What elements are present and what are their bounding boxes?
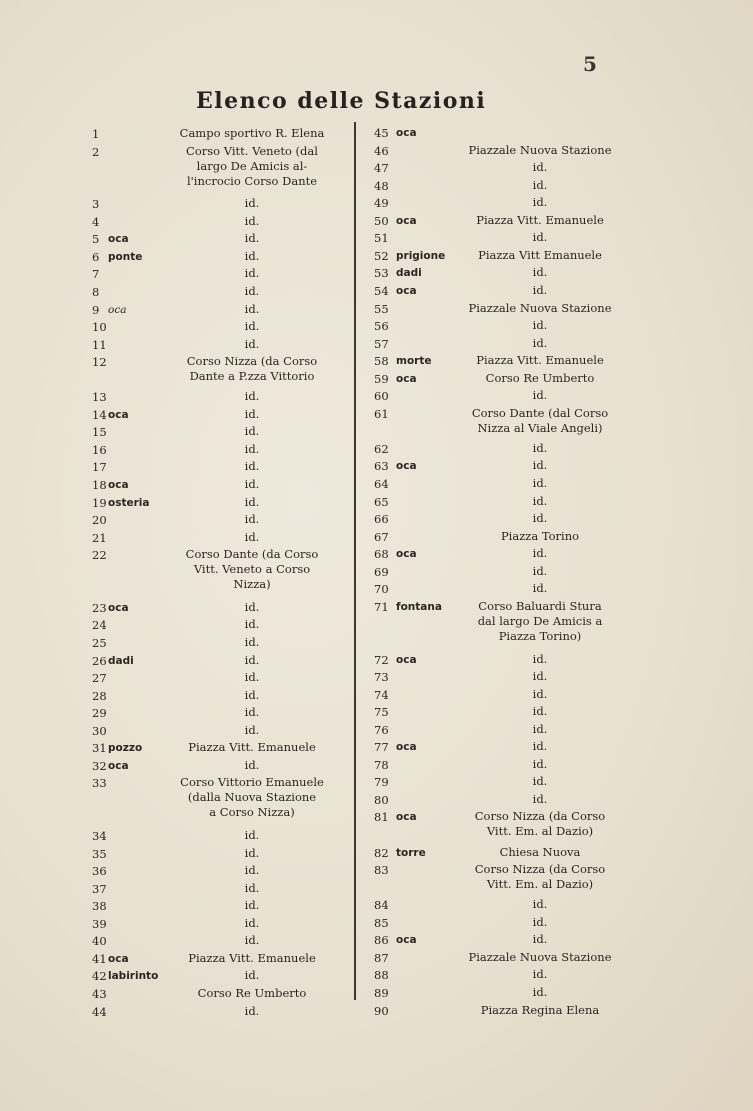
- station-number: 82: [374, 845, 389, 860]
- station-row: [0, 828, 753, 844]
- station-row: [0, 985, 753, 1001]
- station-location: id.: [532, 458, 548, 473]
- station-number: 18: [92, 478, 107, 492]
- station-number: 22: [92, 548, 107, 563]
- station-number: 47: [374, 161, 389, 176]
- station-keyword: oca: [396, 127, 417, 139]
- station-number: 66: [374, 512, 389, 527]
- station-row: [0, 213, 753, 229]
- station-number: 78: [374, 757, 389, 772]
- station-number: 74: [374, 687, 389, 702]
- station-keyword: dadi: [396, 267, 422, 280]
- station-number: 80: [374, 792, 389, 807]
- station-row: [0, 546, 753, 562]
- station-row: [0, 704, 753, 720]
- station-location: id.: [244, 863, 260, 878]
- station-location: id.: [532, 932, 548, 947]
- station-number: 28: [92, 688, 107, 703]
- station-row: [0, 1003, 753, 1019]
- station-number: 51: [374, 231, 389, 246]
- station-location: id.: [532, 318, 548, 333]
- station-location: Corso Nizza (da Corso Vitt. Em. al Dazio): [474, 862, 606, 892]
- station-number: 41: [92, 951, 107, 966]
- station-number: 42: [92, 969, 107, 984]
- station-location: Corso Nizza (da Corso Dante a P.zza Vittorio: [186, 354, 318, 384]
- station-keyword: oca: [396, 372, 417, 385]
- station-row: [0, 301, 753, 317]
- station-location: id.: [532, 669, 548, 684]
- station-number: 26: [92, 653, 107, 668]
- station-number: 85: [374, 915, 389, 930]
- station-location: Piazza Vitt. Emanuele: [476, 212, 604, 227]
- station-location: id.: [244, 301, 260, 316]
- station-location: id.: [244, 213, 260, 228]
- station-number: 44: [92, 1004, 107, 1019]
- station-location: id.: [244, 319, 260, 334]
- station-row: [0, 669, 753, 685]
- station-location: Corso Re Umberto: [197, 985, 307, 1000]
- station-location: id.: [532, 440, 548, 455]
- station-location: id.: [244, 705, 260, 720]
- station-number: 6: [92, 249, 100, 264]
- station-location: id.: [532, 756, 548, 771]
- station-number: 64: [374, 477, 389, 491]
- station-number: 39: [92, 916, 107, 931]
- station-keyword: oca: [108, 479, 129, 491]
- station-number: 45: [374, 126, 389, 140]
- station-location: id.: [244, 828, 260, 842]
- station-location: Corso Vittorio Emanuele (dalla Nuova Stazione a Corso Nizza): [180, 775, 324, 820]
- station-number: 36: [92, 864, 107, 879]
- station-number: 24: [92, 618, 107, 633]
- station-number: 84: [374, 898, 389, 913]
- station-location: Piazzale Nuova Stazione: [468, 949, 612, 964]
- station-number: 27: [92, 671, 107, 686]
- station-location: id.: [244, 898, 260, 913]
- station-number: 34: [92, 829, 107, 843]
- station-keyword: morte: [396, 355, 432, 368]
- station-number: 30: [92, 723, 107, 738]
- station-row: [0, 143, 753, 159]
- station-location: id.: [244, 757, 260, 772]
- station-row: [0, 476, 753, 492]
- station-keyword: oca: [396, 653, 417, 666]
- station-number: 3: [92, 197, 100, 212]
- station-row: [0, 739, 753, 755]
- station-location: id.: [532, 967, 548, 982]
- station-number: 19: [92, 495, 107, 510]
- station-location: id.: [532, 160, 548, 175]
- station-location: id.: [532, 476, 548, 490]
- station-location: id.: [532, 739, 548, 754]
- station-row: [0, 722, 753, 738]
- station-location: id.: [244, 283, 260, 298]
- station-number: 54: [374, 283, 389, 298]
- station-keyword: oca: [396, 460, 417, 473]
- station-location: Piazza Vitt. Emanuele: [188, 740, 316, 755]
- station-location: id.: [532, 791, 548, 806]
- station-location: id.: [244, 880, 260, 895]
- station-row: [0, 635, 753, 651]
- station-location: id.: [244, 424, 260, 439]
- station-location: id.: [244, 933, 260, 948]
- station-row: [0, 564, 753, 580]
- station-location: Campo sportivo R. Elena: [179, 126, 325, 140]
- station-keyword: oca: [396, 934, 417, 947]
- station-keyword: oca: [108, 601, 129, 614]
- station-location: Corso Nizza (da Corso Vitt. Em. al Dazio): [474, 809, 606, 839]
- station-row: [0, 336, 753, 352]
- station-location: id.: [244, 389, 260, 404]
- station-row: [0, 424, 753, 440]
- station-location: Piazzale Nuova Stazione: [468, 142, 612, 157]
- station-location: id.: [244, 1003, 260, 1018]
- station-row: [0, 388, 753, 404]
- station-row: [0, 195, 753, 211]
- station-number: 81: [374, 810, 389, 825]
- station-keyword: oca: [108, 408, 129, 421]
- station-number: 87: [374, 950, 389, 965]
- station-number: 86: [374, 933, 389, 948]
- station-location: Piazza Regina Elena: [480, 1002, 600, 1017]
- page-title: Elenco delle Stazioni: [196, 88, 487, 114]
- station-location: id.: [532, 984, 548, 999]
- station-location: id.: [244, 599, 260, 614]
- station-keyword: oca: [108, 233, 129, 246]
- station-location: id.: [532, 282, 548, 297]
- station-number: 61: [374, 406, 389, 421]
- station-location: id.: [532, 897, 548, 912]
- station-location: Corso Baluardi Stura dal largo De Amicis a Piazza Torino): [477, 598, 603, 643]
- station-number: 25: [92, 635, 107, 650]
- station-row: [0, 265, 753, 281]
- station-number: 53: [374, 266, 389, 281]
- station-number: 63: [374, 459, 389, 474]
- station-row: [0, 441, 753, 457]
- station-row: [0, 617, 753, 633]
- station-number: 15: [92, 425, 107, 440]
- station-keyword: labirinto: [108, 970, 159, 983]
- station-keyword: oca: [108, 759, 129, 772]
- station-number: 7: [92, 267, 100, 282]
- station-number: 16: [92, 442, 107, 457]
- station-location: id.: [244, 248, 260, 263]
- station-keyword: dadi: [108, 654, 134, 667]
- station-location: id.: [532, 493, 548, 508]
- station-location: id.: [244, 336, 260, 351]
- station-location: id.: [244, 722, 260, 737]
- station-location: id.: [532, 511, 548, 526]
- station-number: 9: [92, 302, 100, 317]
- station-location: id.: [532, 704, 548, 719]
- station-location: id.: [244, 266, 260, 281]
- station-number: 73: [374, 670, 389, 685]
- station-number: 33: [92, 776, 107, 791]
- station-row: [0, 932, 753, 948]
- station-location: id.: [244, 670, 260, 685]
- station-number: 1: [92, 127, 100, 141]
- station-location: id.: [532, 914, 548, 929]
- station-row: [0, 915, 753, 931]
- station-location: id.: [532, 774, 548, 789]
- station-keyword: pozzo: [108, 742, 143, 755]
- station-location: id.: [532, 195, 548, 210]
- station-number: 48: [374, 178, 389, 193]
- station-location: Corso Dante (dal Corso Nizza al Viale Angeli): [471, 405, 609, 435]
- station-location: Piazza Vitt Emanuele: [478, 247, 602, 262]
- station-number: 83: [374, 863, 389, 878]
- station-location: id.: [244, 529, 260, 544]
- station-number: 4: [92, 214, 100, 229]
- station-row: [0, 230, 753, 246]
- station-location: id.: [532, 388, 548, 403]
- station-row: [0, 248, 753, 264]
- station-keyword: prigione: [396, 249, 446, 262]
- station-keyword: fontana: [396, 600, 442, 613]
- station-row: [0, 792, 753, 808]
- station-location: id.: [532, 177, 548, 192]
- station-number: 67: [374, 529, 389, 544]
- station-number: 58: [374, 354, 389, 369]
- station-number: 23: [92, 600, 107, 615]
- station-location: id.: [244, 231, 260, 246]
- station-number: 57: [374, 336, 389, 351]
- station-number: 29: [92, 706, 107, 721]
- station-row: [0, 881, 753, 897]
- station-row: [0, 950, 753, 966]
- station-number: 60: [374, 389, 389, 404]
- station-keyword: ponte: [108, 250, 143, 263]
- station-location: id.: [244, 494, 260, 509]
- station-location: Corso Re Umberto: [485, 370, 595, 385]
- station-location: id.: [532, 335, 548, 350]
- station-number: 2: [92, 144, 100, 159]
- station-row: [0, 494, 753, 510]
- station-number: 20: [92, 513, 107, 528]
- station-location: id.: [244, 441, 260, 456]
- station-row: [0, 687, 753, 703]
- station-location: id.: [244, 477, 260, 491]
- station-number: 14: [92, 407, 107, 422]
- station-location: Piazzale Nuova Stazione: [468, 300, 612, 315]
- station-location: id.: [532, 721, 548, 736]
- station-row: [0, 178, 753, 194]
- station-keyword: oca: [396, 214, 417, 227]
- station-location: id.: [532, 686, 548, 701]
- station-location: id.: [244, 512, 260, 527]
- station-keyword: oca: [396, 741, 417, 754]
- station-number: 72: [374, 652, 389, 667]
- station-number: 31: [92, 741, 107, 756]
- station-keyword: oca: [396, 811, 417, 824]
- station-number: 55: [374, 301, 389, 316]
- station-number: 75: [374, 705, 389, 720]
- station-row: [0, 581, 753, 597]
- station-keyword: oca: [396, 548, 417, 561]
- station-number: 46: [374, 143, 389, 158]
- station-number: 52: [374, 248, 389, 263]
- station-row: [0, 774, 753, 790]
- station-location: Corso Vitt. Veneto (dal largo De Amicis al- l'incrocio Corso Dante: [186, 143, 318, 188]
- station-number: 38: [92, 899, 107, 914]
- station-number: 65: [374, 494, 389, 509]
- station-location: id.: [244, 196, 260, 211]
- station-row: [0, 757, 753, 773]
- station-row: [0, 652, 753, 668]
- station-row: [0, 511, 753, 527]
- station-location: id.: [532, 265, 548, 280]
- station-location: id.: [532, 581, 548, 596]
- station-number: 90: [374, 1003, 389, 1018]
- station-row: [0, 845, 753, 861]
- station-number: 70: [374, 582, 389, 597]
- station-location: id.: [244, 634, 260, 649]
- station-number: 71: [374, 599, 389, 614]
- station-number: 11: [92, 337, 107, 352]
- station-number: 43: [92, 986, 107, 1001]
- station-row: [0, 283, 753, 299]
- station-number: 88: [374, 968, 389, 983]
- station-location: id.: [532, 651, 548, 666]
- station-location: id.: [244, 617, 260, 632]
- station-location: Piazza Vitt. Emanuele: [188, 950, 316, 965]
- station-row: [0, 125, 753, 141]
- station-number: 13: [92, 390, 107, 405]
- station-row: [0, 353, 753, 369]
- station-location: id.: [532, 230, 548, 245]
- station-location: id.: [532, 546, 548, 561]
- station-location: id.: [244, 845, 260, 860]
- station-location: Chiesa Nuova: [499, 844, 581, 859]
- station-number: 5: [92, 232, 100, 247]
- station-row: [0, 529, 753, 545]
- station-number: 8: [92, 284, 100, 299]
- station-number: 62: [374, 441, 389, 456]
- station-keyword: torre: [396, 846, 426, 859]
- station-location: id.: [244, 459, 260, 474]
- station-number: 40: [92, 934, 107, 949]
- station-location: id.: [244, 406, 260, 421]
- station-number: 10: [92, 320, 107, 335]
- station-number: 35: [92, 846, 107, 861]
- station-location: Corso Dante (da Corso Vitt. Veneto a Corso Nizza): [185, 547, 319, 592]
- station-location: Piazza Torino: [500, 528, 580, 543]
- station-row: [0, 897, 753, 913]
- station-location: id.: [244, 915, 260, 930]
- station-number: 56: [374, 319, 389, 334]
- station-number: 17: [92, 460, 107, 475]
- station-number: 69: [374, 564, 389, 579]
- station-row: [0, 967, 753, 983]
- station-number: 76: [374, 722, 389, 737]
- station-row: [0, 160, 753, 176]
- station-keyword: oca: [108, 952, 129, 965]
- station-row: [0, 458, 753, 474]
- station-number: 79: [374, 775, 389, 790]
- station-number: 50: [374, 213, 389, 228]
- station-location: id.: [244, 968, 260, 983]
- station-number: 49: [374, 196, 389, 211]
- station-number: 21: [92, 530, 107, 545]
- station-row: [0, 318, 753, 334]
- station-number: 12: [92, 355, 107, 370]
- station-keyword: osteria: [108, 496, 150, 509]
- page-number: 5: [583, 52, 597, 76]
- station-location: id.: [244, 652, 260, 667]
- station-number: 68: [374, 547, 389, 562]
- station-number: 89: [374, 985, 389, 1000]
- station-number: 77: [374, 740, 389, 755]
- station-keyword: oca: [396, 284, 417, 297]
- station-location: id.: [244, 687, 260, 702]
- station-location: Piazza Vitt. Emanuele: [476, 353, 604, 368]
- station-number: 37: [92, 881, 107, 896]
- station-row: [0, 371, 753, 387]
- station-keyword: oca: [108, 303, 127, 316]
- station-number: 59: [374, 371, 389, 386]
- station-location: id.: [532, 563, 548, 578]
- station-number: 32: [92, 758, 107, 773]
